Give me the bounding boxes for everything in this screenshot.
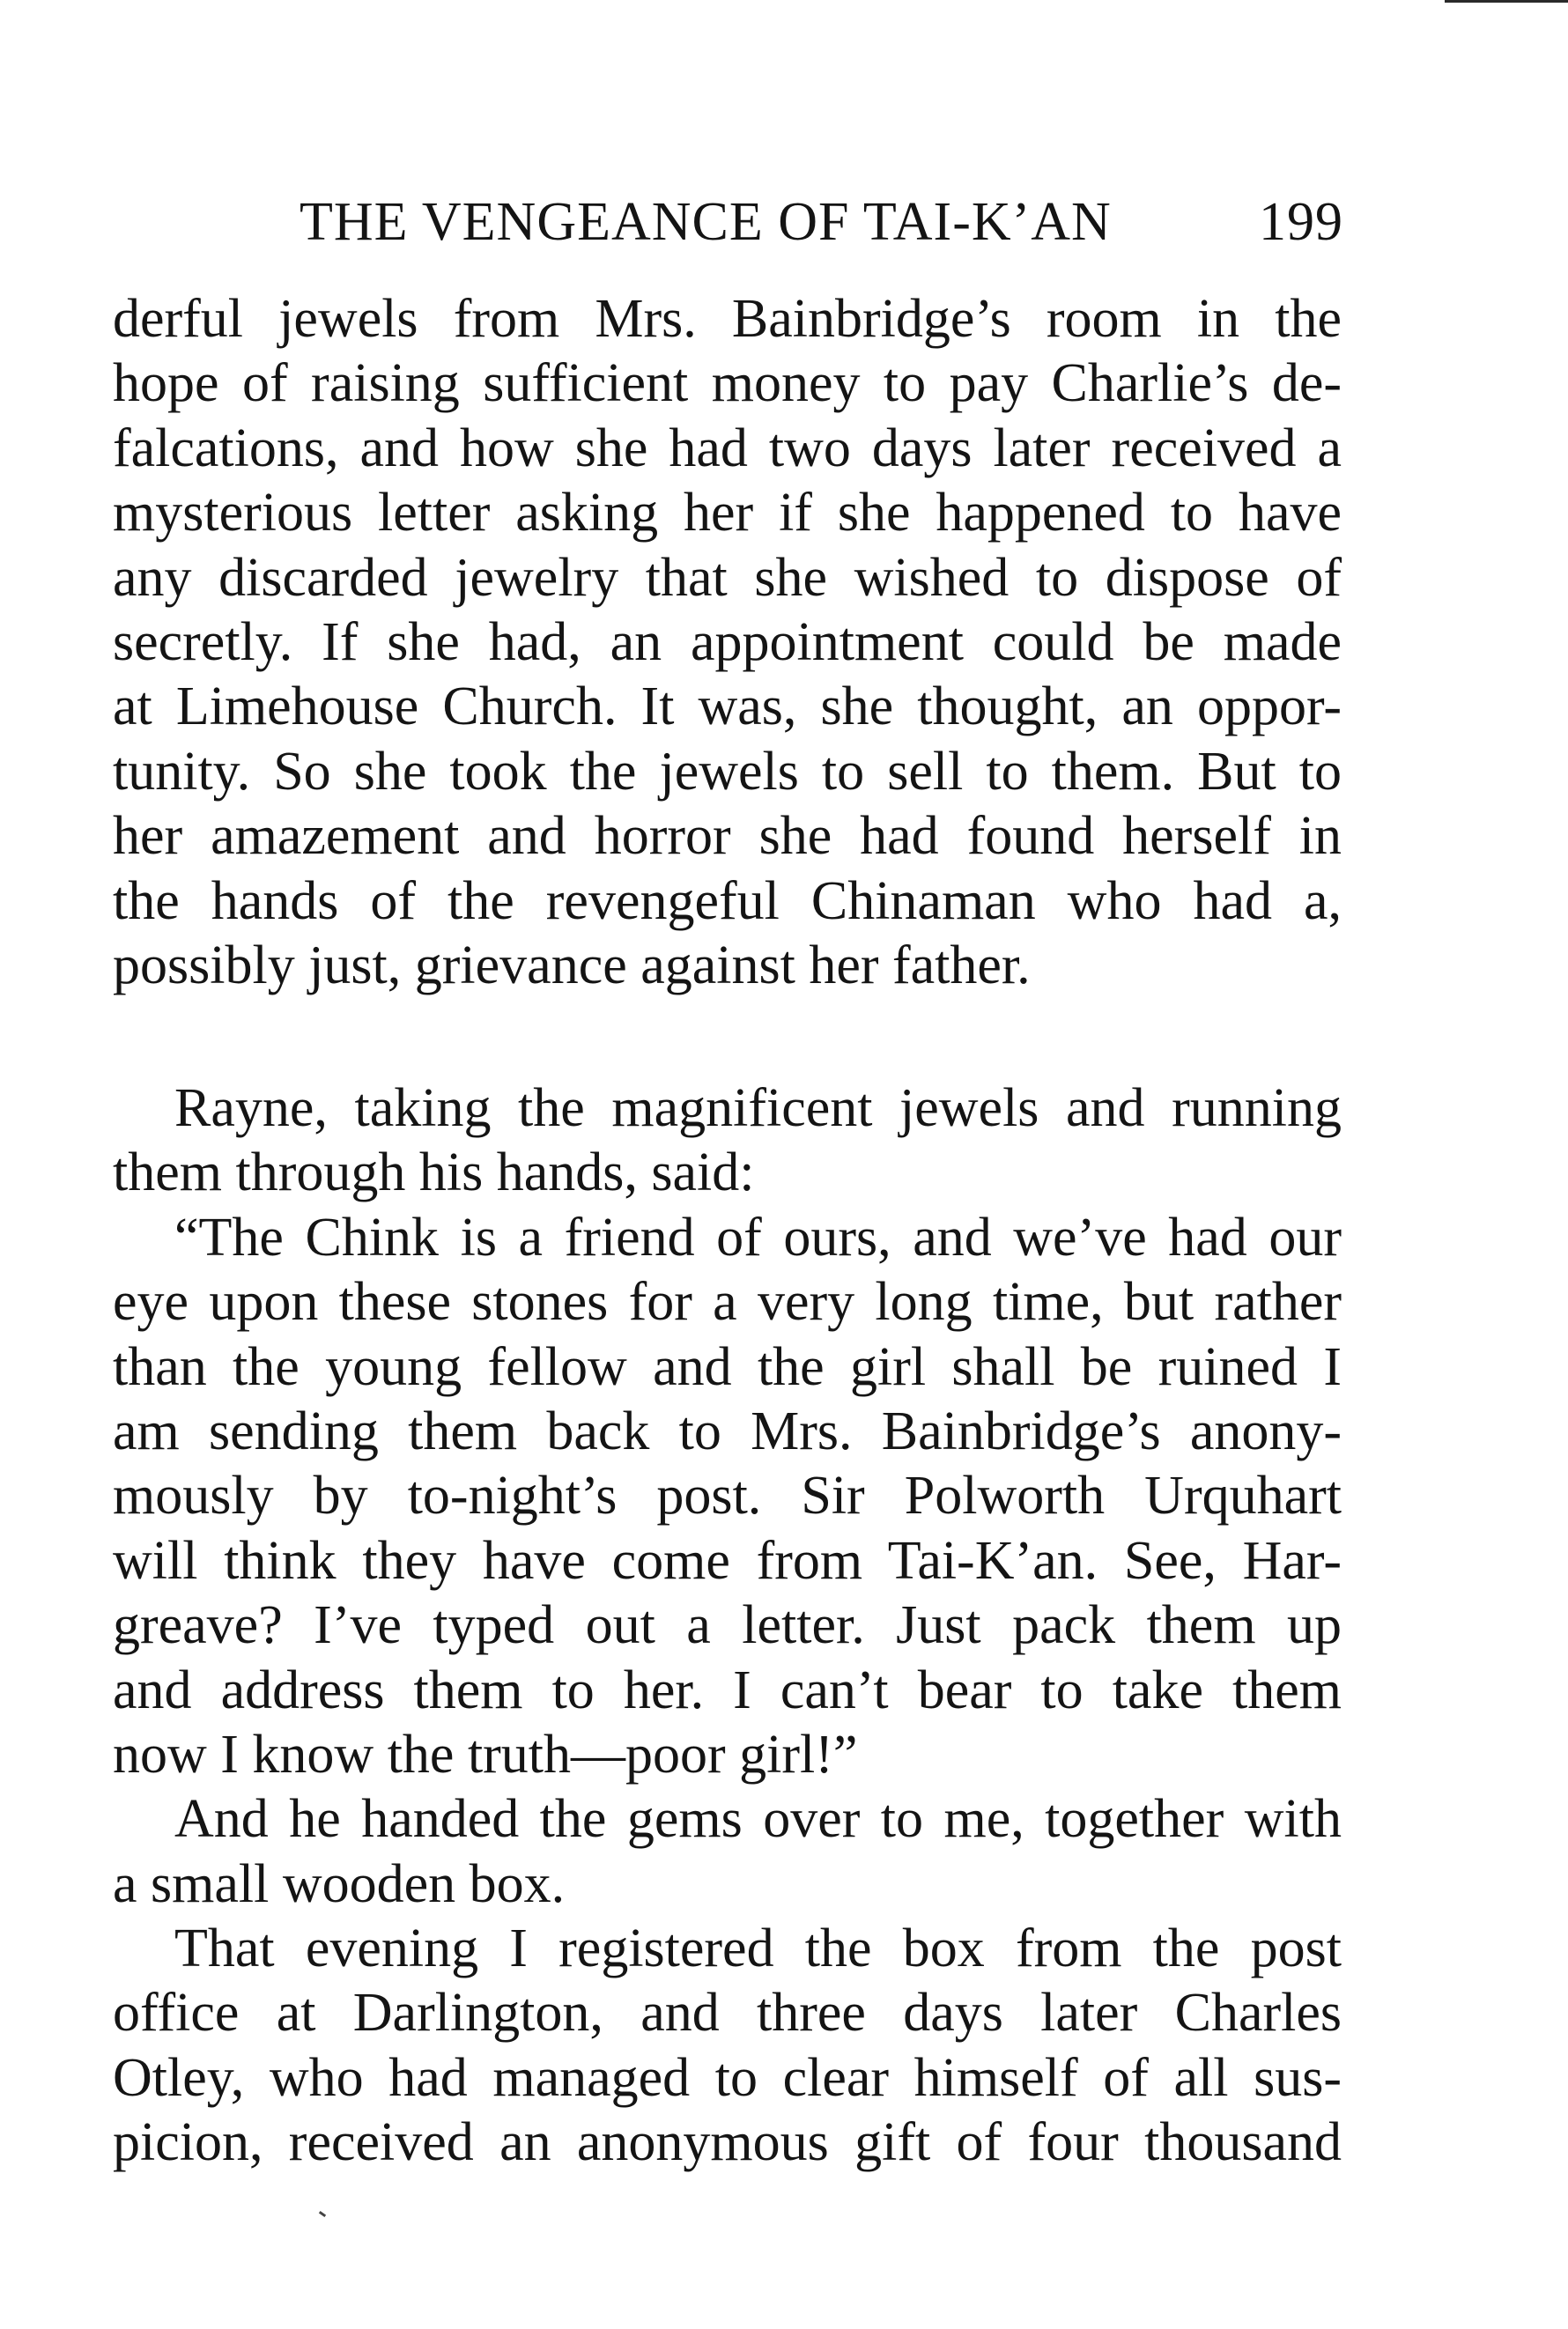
- text-line: than the young fellow and the girl shall be ruined I: [113, 1336, 1342, 1397]
- text-line: them through his hands, said:: [113, 1142, 755, 1203]
- paragraph-rayne: [113, 1076, 1342, 1206]
- text-line: “The Chink is a friend of ours, and we’ve had our: [174, 1207, 1342, 1268]
- text-line: possibly just, grievance against her father.: [113, 935, 1031, 995]
- text-line: and address them to her. I can’t bear to take them: [113, 1660, 1342, 1720]
- scan-edge-rule: [1445, 0, 1568, 3]
- paragraph-gems: [113, 1787, 1342, 1917]
- text-line: a small wooden box.: [113, 1853, 566, 1914]
- text-line: mysterious letter asking her if she happened to have: [113, 483, 1342, 543]
- text-line: hope of raising sufficient money to pay Charlie’s de-: [113, 353, 1342, 414]
- page-number: 199: [1259, 192, 1343, 252]
- text-line: And he handed the gems over to me, together with: [174, 1789, 1342, 1850]
- paragraph-evening: [113, 1917, 1342, 2176]
- text-line: Rayne, taking the magnificent jewels and running: [174, 1078, 1342, 1138]
- text-line: secretly. If she had, an appointment could be made: [113, 611, 1342, 672]
- text-line: office at Darlington, and three days later Charles: [113, 1983, 1342, 2044]
- text-line: That evening I registered the box from the post: [174, 1919, 1342, 1979]
- text-line: Otley, who had managed to clear himself of all sus-: [113, 2047, 1342, 2108]
- ink-speck: [319, 2211, 326, 2217]
- paragraph-continued: [113, 287, 1342, 998]
- text-line: tunity. So she took the jewels to sell to them. But to: [113, 741, 1342, 802]
- text-line: picion, received an anonymous gift of four thousand: [113, 2112, 1342, 2173]
- text-line: am sending them back to Mrs. Bainbridge’s anony-: [113, 1401, 1342, 1461]
- text-line: her amazement and horror she had found herself in: [113, 806, 1342, 867]
- text-line: will think they have come from Tai-K’an. See, Har-: [113, 1530, 1342, 1591]
- text-line: falcations, and how she had two days later received a: [113, 418, 1342, 478]
- running-head-title: THE VENGEANCE OF TAI-K’AN: [300, 192, 1112, 252]
- text-line: greave? I’ve typed out a letter. Just pack them up: [113, 1595, 1342, 1656]
- text-line: at Limehouse Church. It was, she thought, an oppor-: [113, 677, 1342, 737]
- text-section: [113, 1076, 1342, 2176]
- text-line: mously by to-night’s post. Sir Polworth Urquhart: [113, 1466, 1342, 1527]
- text-line: derful jewels from Mrs. Bainbridge’s room in the: [113, 289, 1342, 349]
- text-line: any discarded jewelry that she wished to dispose of: [113, 547, 1342, 608]
- text-line: the hands of the revengeful Chinaman who had a,: [113, 870, 1342, 931]
- paragraph-dialogue: [113, 1206, 1342, 1788]
- text-line: now I know the truth—poor girl!”: [113, 1724, 858, 1785]
- running-head: [300, 187, 1343, 257]
- text-line: eye upon these stones for a very long time, but rather: [113, 1272, 1342, 1333]
